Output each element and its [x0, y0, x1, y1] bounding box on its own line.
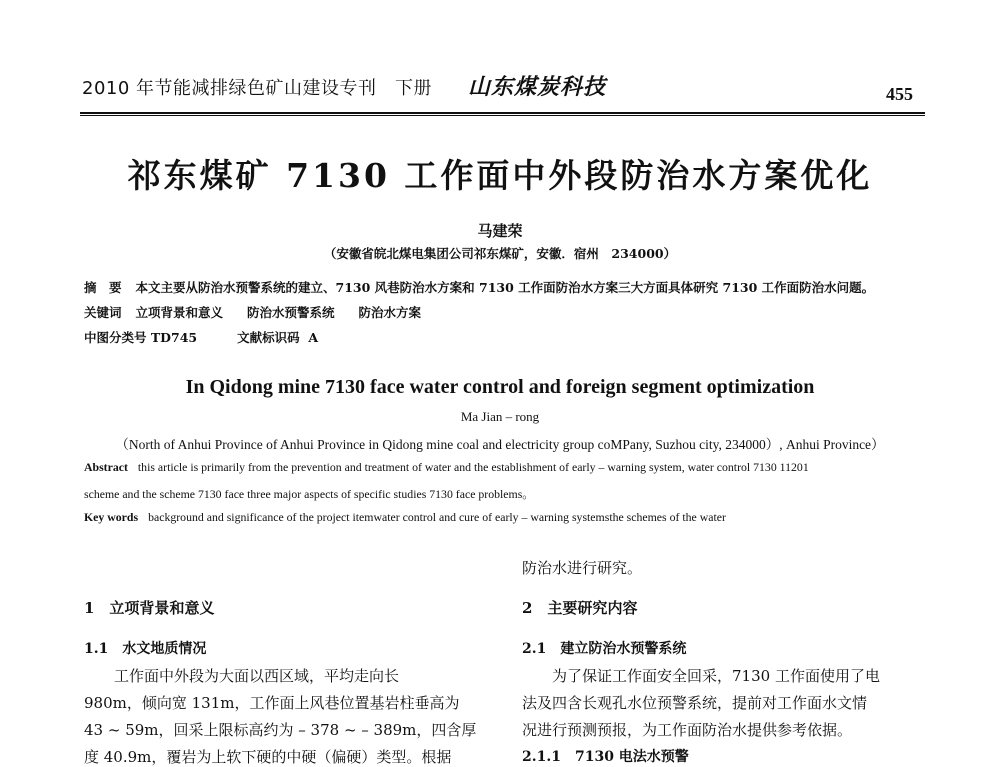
right-body-line: 法及四含长观孔水位预警系统，提前对工作面水文情 [522, 694, 868, 712]
doc-code-value: A [308, 330, 319, 345]
left-body-line: 43 ~ 59m，回采上限标高约为 – 378 ~ – 389m，四含厚 [84, 721, 477, 739]
class-value: TD745 [150, 330, 198, 345]
keywords-cn [84, 303, 421, 321]
abstract-en-line2: scheme and the scheme 7130 face three major aspects of specific studies 7130 face problems。 [84, 487, 535, 501]
abstract-label-en: Abstract [84, 460, 128, 474]
header-rule [80, 112, 925, 114]
right-body-line: 况进行预测预报，为工作面防治水提供参考依据。 [522, 721, 853, 739]
page-number: 455 [886, 84, 913, 104]
left-body-line: 980m，倾向宽 131m，工作面上风巷位置基岩柱垂高为 [84, 694, 460, 712]
keyword-cn-item: 立项背景和意义 [135, 305, 224, 320]
keywords-en [84, 510, 944, 525]
keyword-cn-item: 防治水方案 [358, 305, 422, 320]
right-continuation: 防治水进行研究。 [522, 559, 643, 577]
abstract-label-cn: 摘 要 [84, 280, 122, 295]
keywords-label-en: Key words [84, 510, 139, 524]
abstract-text-en-1: this article is primarily from the prevention and treatment of water and the establishment of early – warning system, water control 7130 11201 [137, 460, 809, 474]
abstract-en-line1 [84, 460, 944, 475]
abstract-cn [84, 278, 874, 296]
affiliation-en: （North of Anhui Province of Anhui Province in Qidong mine coal and electricity group coMPany, Suzhou city, 234000）, Anhui Province） [115, 437, 885, 452]
section-2-1-heading: 2.1 建立防治水预警系统 [522, 641, 687, 657]
left-body-line: 工作面中外段为大面以西区域，平均走向长 [84, 667, 400, 685]
keyword-en-item: water control and cure of early – warning systems [373, 510, 610, 524]
header-rule-thin [80, 115, 925, 116]
left-body-line: 度 40.9m，覆岩为上软下硬的中硬（偏硬）类型。根据 [84, 748, 452, 766]
article-title-cn: 祁东煤矿 7130 工作面中外段防治水方案优化 [127, 156, 873, 195]
class-label: 中图分类号 [84, 330, 147, 345]
keywords-label-cn: 关键词 [84, 305, 122, 320]
section-2-1-1-heading: 2.1.1 7130 电法水预警 [522, 749, 689, 765]
journal-issue: 2010 年节能减排绿色矿山建设专刊 下册 [82, 78, 433, 99]
section-2-heading: 2 主要研究内容 [522, 599, 638, 617]
keyword-en-item: the schemes of the water [609, 510, 726, 524]
right-body-line: 为了保证工作面安全回采，7130 工作面使用了电 [522, 667, 880, 685]
keyword-en-item: background and significance of the project item [148, 510, 374, 524]
affiliation-cn: （安徽省皖北煤电集团公司祁东煤矿，安徽．宿州 234000） [323, 246, 677, 261]
classification-line [84, 328, 318, 346]
article-title-en: In Qidong mine 7130 face water control and foreign segment optimization [185, 376, 815, 398]
section-1-heading: 1 立项背景和意义 [84, 599, 215, 617]
keyword-cn-item: 防治水预警系统 [247, 305, 335, 320]
journal-name-logo: 山东煤炭科技 [468, 74, 607, 100]
doc-code-label: 文献标识码 [237, 330, 300, 345]
abstract-text-cn: 本文主要从防治水预警系统的建立、7130 风巷防治水方案和 7130 工作面防治水方案三大方面具体研究 7130 工作面防治水问题。 [135, 280, 875, 295]
author-cn: 马建荣 [477, 222, 523, 240]
author-en: Ma Jian – rong [460, 409, 540, 424]
section-1-1-heading: 1.1 水文地质情况 [84, 641, 207, 657]
